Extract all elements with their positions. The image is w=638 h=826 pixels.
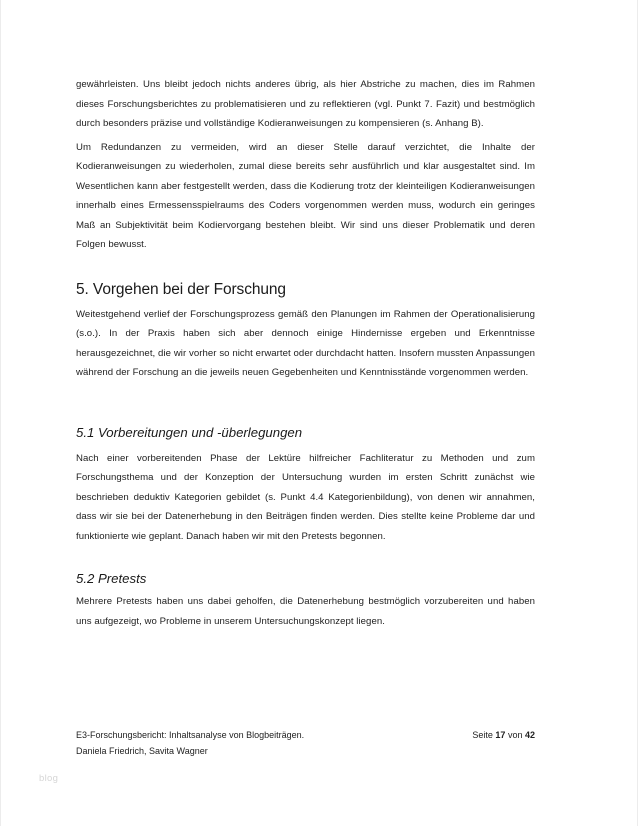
subsection-heading-5-1: 5.1 Vorbereitungen und -überlegungen (76, 424, 303, 440)
subsection-5-1-text: Nach einer vorbereitenden Phase der Lektüre hilfreicher Fachliteratur zu Methoden und zum Forschungsthema und der Konzeption der Untersuchung wurden im ersten Schritt zunächst wie beschrieben deduktiv Kategorien gebildet (s. Punkt 4.4 Kategorienbildung), von denen wir annahmen, dass wir sie bei der Datenerhebung in den Beiträgen finden werden. Dies stellte keine Probleme dar und funktionierte wie geplant. Danach haben wir mit den Pretests begonnen. (76, 452, 535, 542)
paragraph-redundancy: Um Redundanzen zu vermeiden, wird an dieser Stelle darauf verzichtet, die Inhalte der Kodieranweisungen zu wiederholen, zumal diese bereits sehr ausführlich und klar ausgestaltet sind. Im Wesentlichen kann aber festgestellt werden, dass die Kodierung trotz der kleinteiligen Kodieranweisungen innerhalb eines Ermessensspielraums des Coders vorgenommen werden muss, wodurch ein geringes Maß an Subjektivität beim Kodiervorgang bestehen bleibt. Wir sind uns dieser Problematik und deren Folgen bewusst. (76, 141, 535, 250)
page-prefix: Seite (472, 730, 493, 740)
page-footer (76, 727, 535, 759)
subsection-heading-5-2: 5.2 Pretests (76, 571, 147, 586)
paragraph-continuation: gewährleisten. Uns bleibt jedoch nichts anderes übrig, als hier Abstriche zu machen, dies im Rahmen dieses Forschungsberichtes zu problematisieren und zu reflektieren (vgl. Punkt 7. Fazit) und bestmöglich durch besonders präzise und vollständige Kodieranweisungen zu kompensieren (s. Anhang B). (76, 79, 535, 129)
footer-title: E3-Forschungsbericht: Inhaltsanalyse von Blogbeiträgen. (76, 730, 305, 740)
page-total: 42 (524, 730, 535, 740)
footer-authors: Daniela Friedrich, Savita Wagner (76, 746, 208, 756)
section-5-text: Weitestgehend verlief der Forschungsprozess gemäß den Planungen im Rahmen der Operationalisierung (s.o.). In der Praxis haben sich aber dennoch einige Hindernisse ergeben und Erkenntnisse herausgezeichnet, die wir vorher so nicht erwartet oder durchdacht hatten. Insofern mussten Anpassungen während der Forschung an die jeweils neuen Gegebenheiten und Kenntnisstände vorgenommen werden. (76, 308, 535, 378)
subsection-5-2-text: Mehrere Pretests haben uns dabei geholfen, die Datenerhebung bestmöglich vorzubereiten und haben uns aufgezeigt, wo Probleme in unserem Untersuchungskonzept liegen. (76, 596, 535, 627)
page-sep: von (507, 730, 523, 740)
section-heading-5: 5. Vorgehen bei der Forschung (76, 280, 286, 298)
watermark: blog (39, 773, 59, 784)
page-current: 17 (495, 730, 506, 740)
page-content (76, 75, 535, 631)
page-number (472, 727, 535, 743)
